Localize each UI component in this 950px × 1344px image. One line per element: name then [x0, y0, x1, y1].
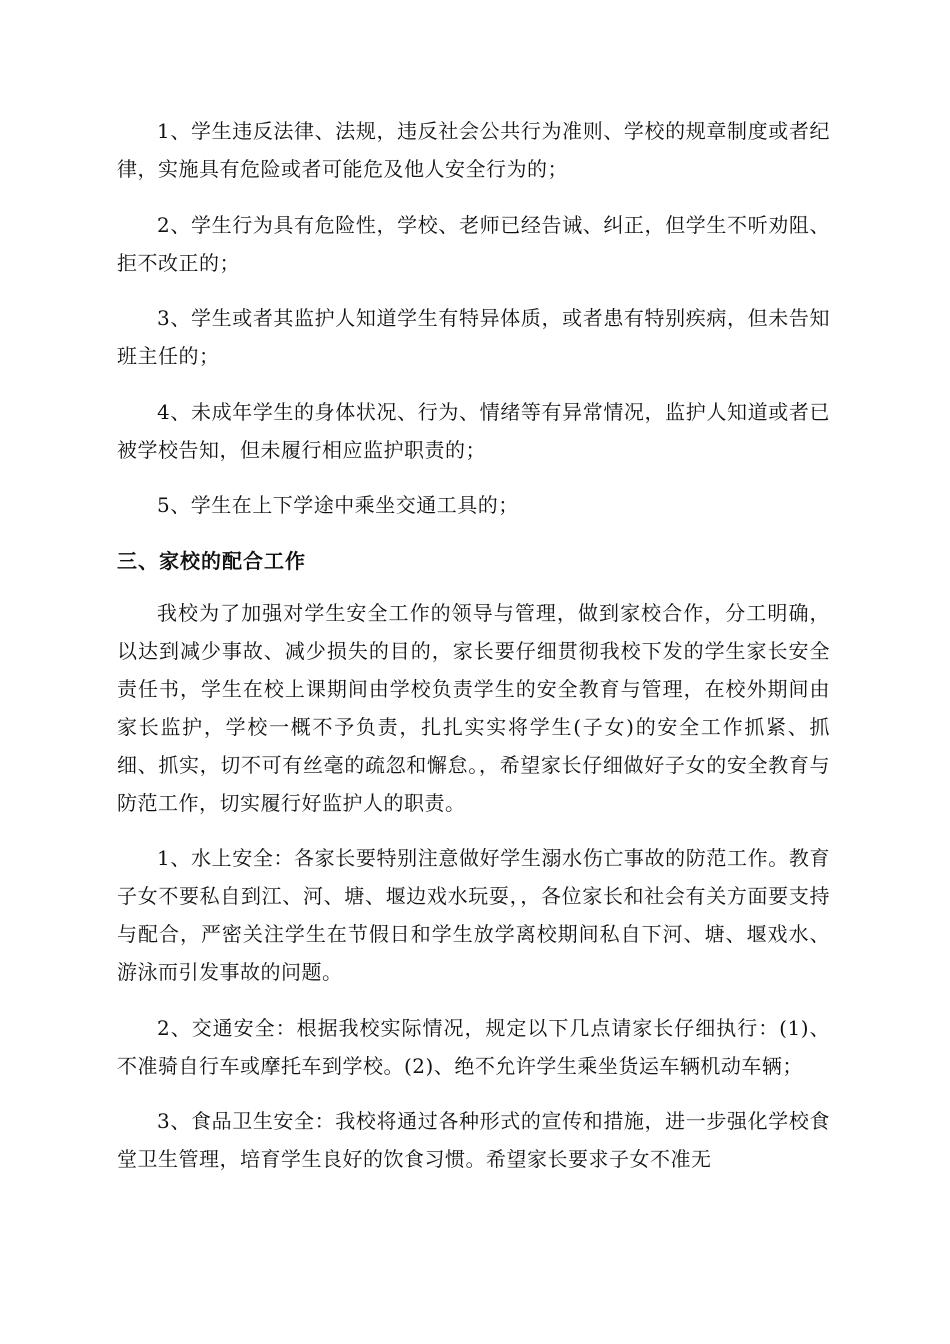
- paragraph-liability-item-2: 2、学生行为具有危险性，学校、老师已经告诫、纠正，但学生不听劝阻、拒不改正的；: [117, 212, 830, 275]
- paragraph-liability-item-1: 1、学生违反法律、法规，违反社会公共行为准则、学校的规章制度或者纪律，实施具有危险或者可能危及他人安全行为的；: [117, 119, 830, 181]
- paragraph-food-safety: 3、食品卫生安全：我校将通过各种形式的宣传和措施，进一步强化学校食堂卫生管理，培育学生良好的饮食习惯。希望家长要求子女不准无: [117, 1109, 830, 1171]
- paragraph-water-safety: 1、水上安全：各家长要特别注意做好学生溺水伤亡事故的防范工作。教育子女不要私自到江、河、塘、堰边戏水玩耍，，各位家长和社会有关方面要支持与配合，严密关注学生在节假日和学生放学离校期间私自下河、塘、堰戏水、游泳而引发事故的问题。: [117, 846, 830, 984]
- paragraph-liability-item-4: 4、未成年学生的身体状况、行为、情绪等有异常情况，监护人知道或者已被学校告知，但未履行相应监护职责的；: [117, 399, 830, 462]
- section-heading: 三、家校的配合工作: [117, 548, 306, 573]
- paragraph-liability-item-5: 5、学生在上下学途中乘坐交通工具的；: [157, 493, 519, 517]
- paragraph-traffic-safety: 2、交通安全：根据我校实际情况，规定以下几点请家长仔细执行：(1)、不准骑自行车或摩托车到学校。(2)、绝不允许学生乘坐货运车辆机动车辆；: [117, 1015, 830, 1078]
- paragraph-liability-item-3: 3、学生或者其监护人知道学生有特异体质，或者患有特别疾病，但未告知班主任的；: [117, 306, 830, 368]
- document-body: [117, 112, 830, 1196]
- paragraph-intro: 我校为了加强对学生安全工作的领导与管理，做到家校合作，分工明确，以达到减少事故、减少损失的目的，家长要仔细贯彻我校下发的学生家长安全责任书，学生在校上课期间由学校负责学生的安全教育与管理，在校外期间由家长监护，学校一概不予负责，扎扎实实将学生(子女)的安全工作抓紧、抓细、抓实，切不可有丝毫的疏忽和懈怠。，希望家长仔细做好子女的安全教育与防范工作，切实履行好监护人的职责。: [117, 600, 830, 815]
